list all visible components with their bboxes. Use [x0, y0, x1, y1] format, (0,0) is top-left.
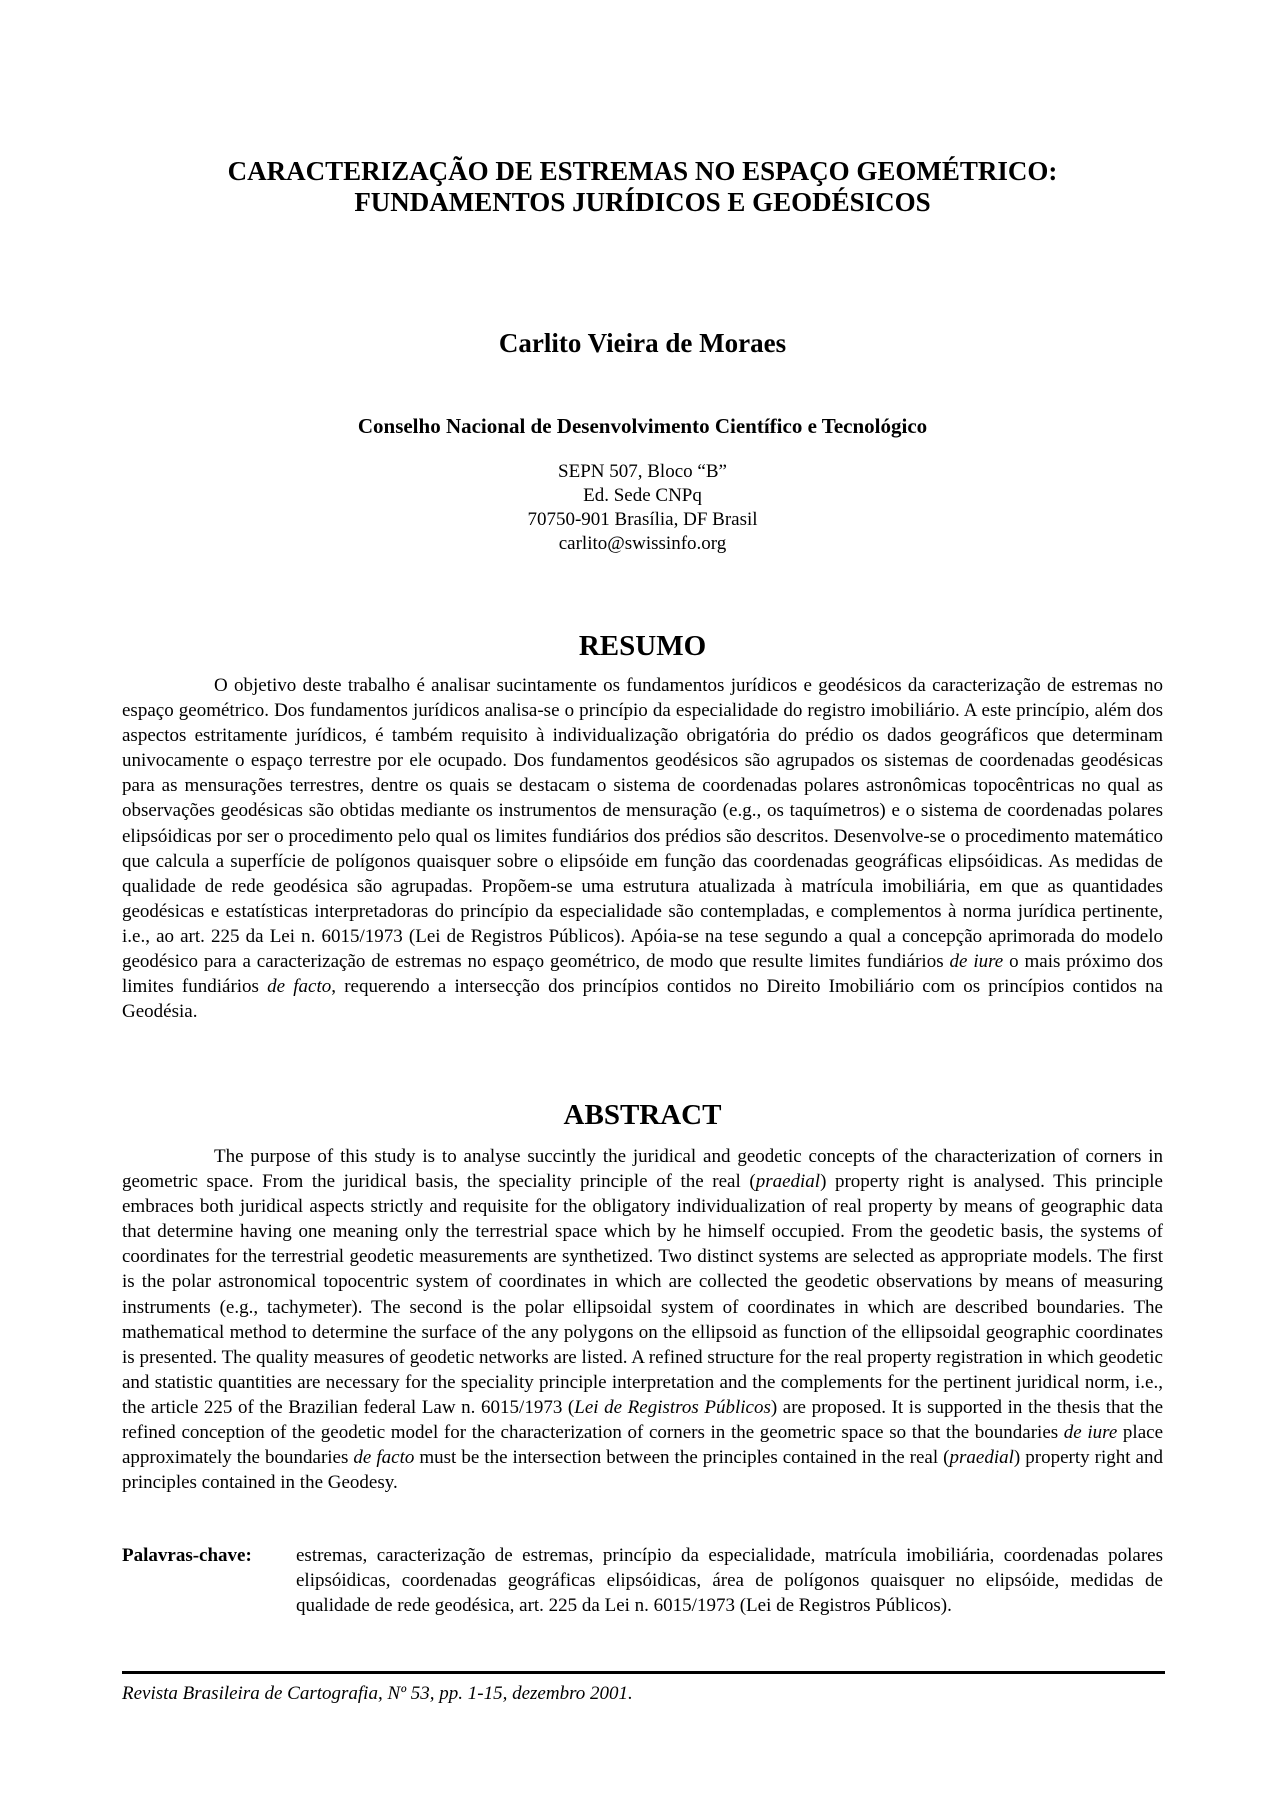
- text: place approximately the boundaries: [122, 1422, 1164, 1469]
- italic-text: de iure: [949, 951, 1004, 973]
- email: carlito@swissinfo.org: [558, 533, 727, 554]
- italic-text: Lei de Registros Públicos: [574, 1396, 771, 1418]
- text: must be the intersection between the principles contained in the real (: [414, 1447, 950, 1469]
- keywords-text: estremas, caracterização de estremas, princípio da especialidade, matrícula imobiliária, coordenadas polares elipsóidicas, coordenadas geográficas elipsóidicas, área de polígonos quaisquer no elipsóide, medidas de qualidade de rede geodésica, art. 225 da Lei n. 6015/1973 (Lei de Registros Públicos).: [296, 1545, 1163, 1617]
- abstract-heading: ABSTRACT: [563, 1099, 722, 1131]
- address-line: Ed. Sede CNPq: [583, 485, 702, 506]
- text: , requerendo a intersecção dos princípios contidos no Direito Imobiliário com os princípios contidos na Geodésia.: [122, 976, 1163, 1023]
- text: ) are proposed. It is supported in the thesis that the refined conception of the geodetic model for the characterization of corners in the geometric space so that the boundaries: [122, 1396, 1163, 1444]
- journal-citation: Revista Brasileira de Cartografia, Nº 53, pp. 1-15, dezembro 2001.: [122, 1683, 633, 1704]
- abstract-paragraph: [122, 1144, 1163, 1495]
- italic-text: praedial: [755, 1171, 821, 1193]
- resumo-paragraph: [122, 673, 1163, 1024]
- address-block: [122, 460, 1163, 556]
- text: The purpose of this study is to analyse succintly the juridical and geodetic concepts of the characterization of corners in geometric space. From the juridical basis, the speciality principle of the real (: [122, 1146, 1163, 1193]
- text: O objetivo deste trabalho é analisar sucintamente os fundamentos jurídicos e geodésicos da caracterização de estremas no espaço geométrico. Dos fundamentos jurídicos analisa-se o princípio da especialidade do registro imobiliário. A este princípio, além dos aspectos estritamente jurídicos, é também requisito à individualização obrigatória do prédio os dados geográficos que determinam univocamente o espaço terrestre por ele ocupado. Dos fundamentos geodésicos são agrupados os sistemas de coordenadas geodésicas para as mensurações terrestres, dentre os quais se destacam o sistema de coordenadas polares astronômicas topocêntricas no qual as observações geodésicas são obtidas mediante os instrumentos de mensuração (e.g., os taquímetros) e o sistema de coordenadas polares elipsóidicas por ser o procedimento pelo qual os limites fundiários dos prédios são descritos. Desenvolve-se o procedimento matemático que calcula a superfície de polígonos quaisquer sobre o elipsóide em função das coordenadas geográficas elipsóidicas. As medidas de qualidade de rede geodésica são agrupadas. Propõem-se uma estrutura atualizada à matrícula imobiliária, em que as quantidades geodésicas e estatísticas interpretadoras do princípio da especialidade são contempladas, e complementos à norma jurídica pertinente, i.e., ao art. 225 da Lei n. 6015/1973 (Lei de Registros Públicos). Apóia-se na tese segundo a qual a concepção aprimorada do modelo geodésico para a caracterização de estremas no espaço geométrico, de modo que resulte limites fundiários: [122, 675, 1163, 973]
- text: ) property right and principles contained in the Geodesy.: [122, 1447, 1163, 1494]
- resumo-heading: RESUMO: [578, 630, 707, 662]
- italic-text: de facto: [267, 976, 332, 998]
- address-line: 70750-901 Brasília, DF Brasil: [527, 509, 758, 530]
- author-name: Carlito Vieira de Moraes: [498, 328, 787, 358]
- title-line-2: FUNDAMENTOS JURÍDICOS E GEODÉSICOS: [354, 187, 931, 217]
- italic-text: praedial: [949, 1447, 1014, 1469]
- italic-text: de facto: [353, 1447, 415, 1469]
- text: o mais próximo dos limites fundiários: [122, 951, 1163, 998]
- italic-text: de iure: [1063, 1422, 1118, 1444]
- paper-title: [122, 156, 1163, 218]
- address-line: SEPN 507, Bloco “B”: [558, 461, 727, 482]
- institution: Conselho Nacional de Desenvolvimento Científico e Tecnológico: [357, 414, 928, 438]
- keywords: [122, 1543, 1163, 1618]
- text: ) property right is analysed. This principle embraces both juridical aspects strictly and requisite for the obligatory individualization of real property by means of geographic data that determine having one meaning only the terrestrial space which by he himself occupied. From the geodetic basis, the systems of coordinates for the terrestrial geodetic measurements are synthetized. Two distinct systems are selected as appropriate models. The first is the polar astronomical topocentric system of coordinates in which are collected the geodetic observations by means of measuring instruments (e.g., tachymeter). The second is the polar ellipsoidal system of coordinates in which are described boundaries. The mathematical method to determine the surface of the any polygons on the ellipsoid as function of the ellipsoidal geographic coordinates is presented. The quality measures of geodetic networks are listed. A refined structure for the real property registration in which geodetic and statistic quantities are necessary for the speciality principle interpretation and the complements for the pertinent juridical norm, i.e., the article 225 of the Brazilian federal Law n. 6015/1973 (: [122, 1171, 1163, 1418]
- title-line-1: CARACTERIZAÇÃO DE ESTREMAS NO ESPAÇO GEOMÉTRICO:: [227, 156, 1058, 186]
- footer-rule: [122, 1671, 1165, 1674]
- keywords-label: Palavras-chave:: [122, 1545, 252, 1566]
